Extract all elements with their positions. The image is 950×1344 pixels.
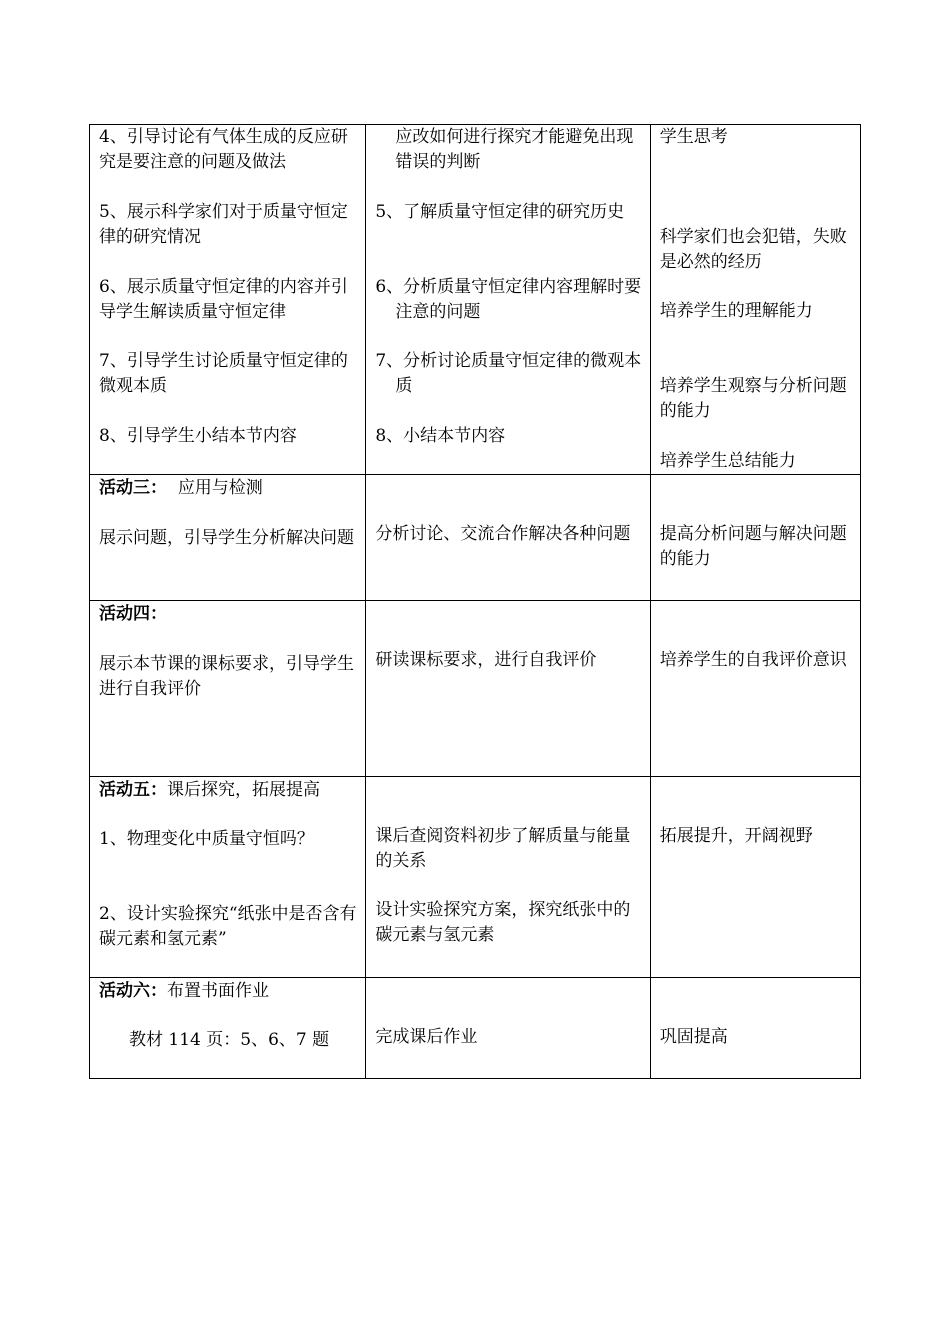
- design-intent-cell: [650, 475, 860, 601]
- teacher-activity-cell: [90, 601, 366, 777]
- cell-text: 培养学生的自我评价意识: [659, 650, 847, 670]
- activity-title: 布置书面作业: [167, 981, 269, 1001]
- cell-text: 展示本节课的课标要求，引导学生进行自我评价: [99, 654, 354, 699]
- design-intent-cell: [650, 125, 860, 475]
- cell-text: 6、展示质量守恒定律的内容并引导学生解读质量守恒定律: [99, 277, 348, 322]
- cell-text: 7、分析讨论质量守恒定律的微观本质: [375, 351, 642, 396]
- table-row: [90, 777, 861, 978]
- cell-text: 拓展提升，开阔视野: [659, 826, 813, 846]
- cell-text: 分析讨论、交流合作解决各种问题: [375, 524, 631, 544]
- cell-text: 培养学生观察与分析问题的能力: [659, 376, 847, 421]
- cell-text: 科学家们也会犯错，失败是必然的经历: [659, 227, 847, 272]
- cell-text: 5、了解质量守恒定律的研究历史: [375, 202, 625, 222]
- student-activity-cell: [366, 777, 650, 978]
- table-row: [90, 125, 861, 475]
- teacher-activity-cell: [90, 125, 366, 475]
- teacher-activity-cell: [90, 978, 366, 1079]
- cell-text: 培养学生总结能力: [659, 451, 796, 471]
- cell-text: 巩固提高: [659, 1027, 728, 1047]
- cell-text: 1、物理变化中质量守恒吗？: [99, 829, 314, 849]
- activity-label: 活动六：: [99, 981, 167, 1001]
- cell-text: 6、分析质量守恒定律内容理解时要注意的问题: [375, 277, 642, 322]
- table-row: [90, 601, 861, 777]
- activity-label: 活动五：: [99, 780, 167, 800]
- activity-title: 应用与检测: [177, 478, 263, 498]
- design-intent-cell: [650, 601, 860, 777]
- cell-text: 教材 114 页：5、6、7 题: [129, 1030, 330, 1050]
- student-activity-cell: [366, 601, 650, 777]
- cell-text: 研读课标要求，进行自我评价: [375, 650, 597, 670]
- cell-text: 8、引导学生小结本节内容: [99, 426, 297, 446]
- cell-text: 设计实验探究方案，探究纸张中的碳元素与氢元素: [375, 900, 631, 945]
- table-row: [90, 978, 861, 1079]
- cell-text: 7、引导学生讨论质量守恒定律的微观本质: [99, 351, 348, 396]
- cell-text: 5、展示科学家们对于质量守恒定律的研究情况: [99, 202, 348, 247]
- cell-text: 8、小结本节内容: [375, 426, 506, 446]
- cell-text: 课后查阅资料初步了解质量与能量的关系: [375, 826, 631, 871]
- activity-label: 活动三：: [99, 478, 167, 498]
- student-activity-cell: [366, 125, 650, 475]
- table-row: [90, 475, 861, 601]
- cell-text: 应改如何进行探究才能避免出现错误的判断: [395, 127, 634, 172]
- cell-text: 2、设计实验探究“纸张中是否含有碳元素和氢元素”: [99, 904, 357, 949]
- cell-text: 培养学生的理解能力: [659, 301, 813, 321]
- lesson-plan-table: [89, 124, 861, 1079]
- design-intent-cell: [650, 978, 860, 1079]
- cell-text: 展示问题，引导学生分析解决问题: [99, 528, 354, 548]
- cell-text: 4、引导讨论有气体生成的反应研究是要注意的问题及做法: [99, 127, 348, 172]
- activity-heading: [99, 979, 357, 1004]
- cell-text: 学生思考: [659, 127, 728, 147]
- student-activity-cell: [366, 978, 650, 1079]
- teacher-activity-cell: [90, 777, 366, 978]
- activity-label: 活动四：: [99, 604, 167, 624]
- activity-heading: [99, 778, 357, 803]
- cell-text: 提高分析问题与解决问题的能力: [659, 524, 847, 569]
- activity-title: 课后探究，拓展提高: [167, 780, 320, 800]
- student-activity-cell: [366, 475, 650, 601]
- teacher-activity-cell: [90, 475, 366, 601]
- activity-heading: [99, 476, 357, 501]
- cell-text: 完成课后作业: [375, 1027, 478, 1047]
- design-intent-cell: [650, 777, 860, 978]
